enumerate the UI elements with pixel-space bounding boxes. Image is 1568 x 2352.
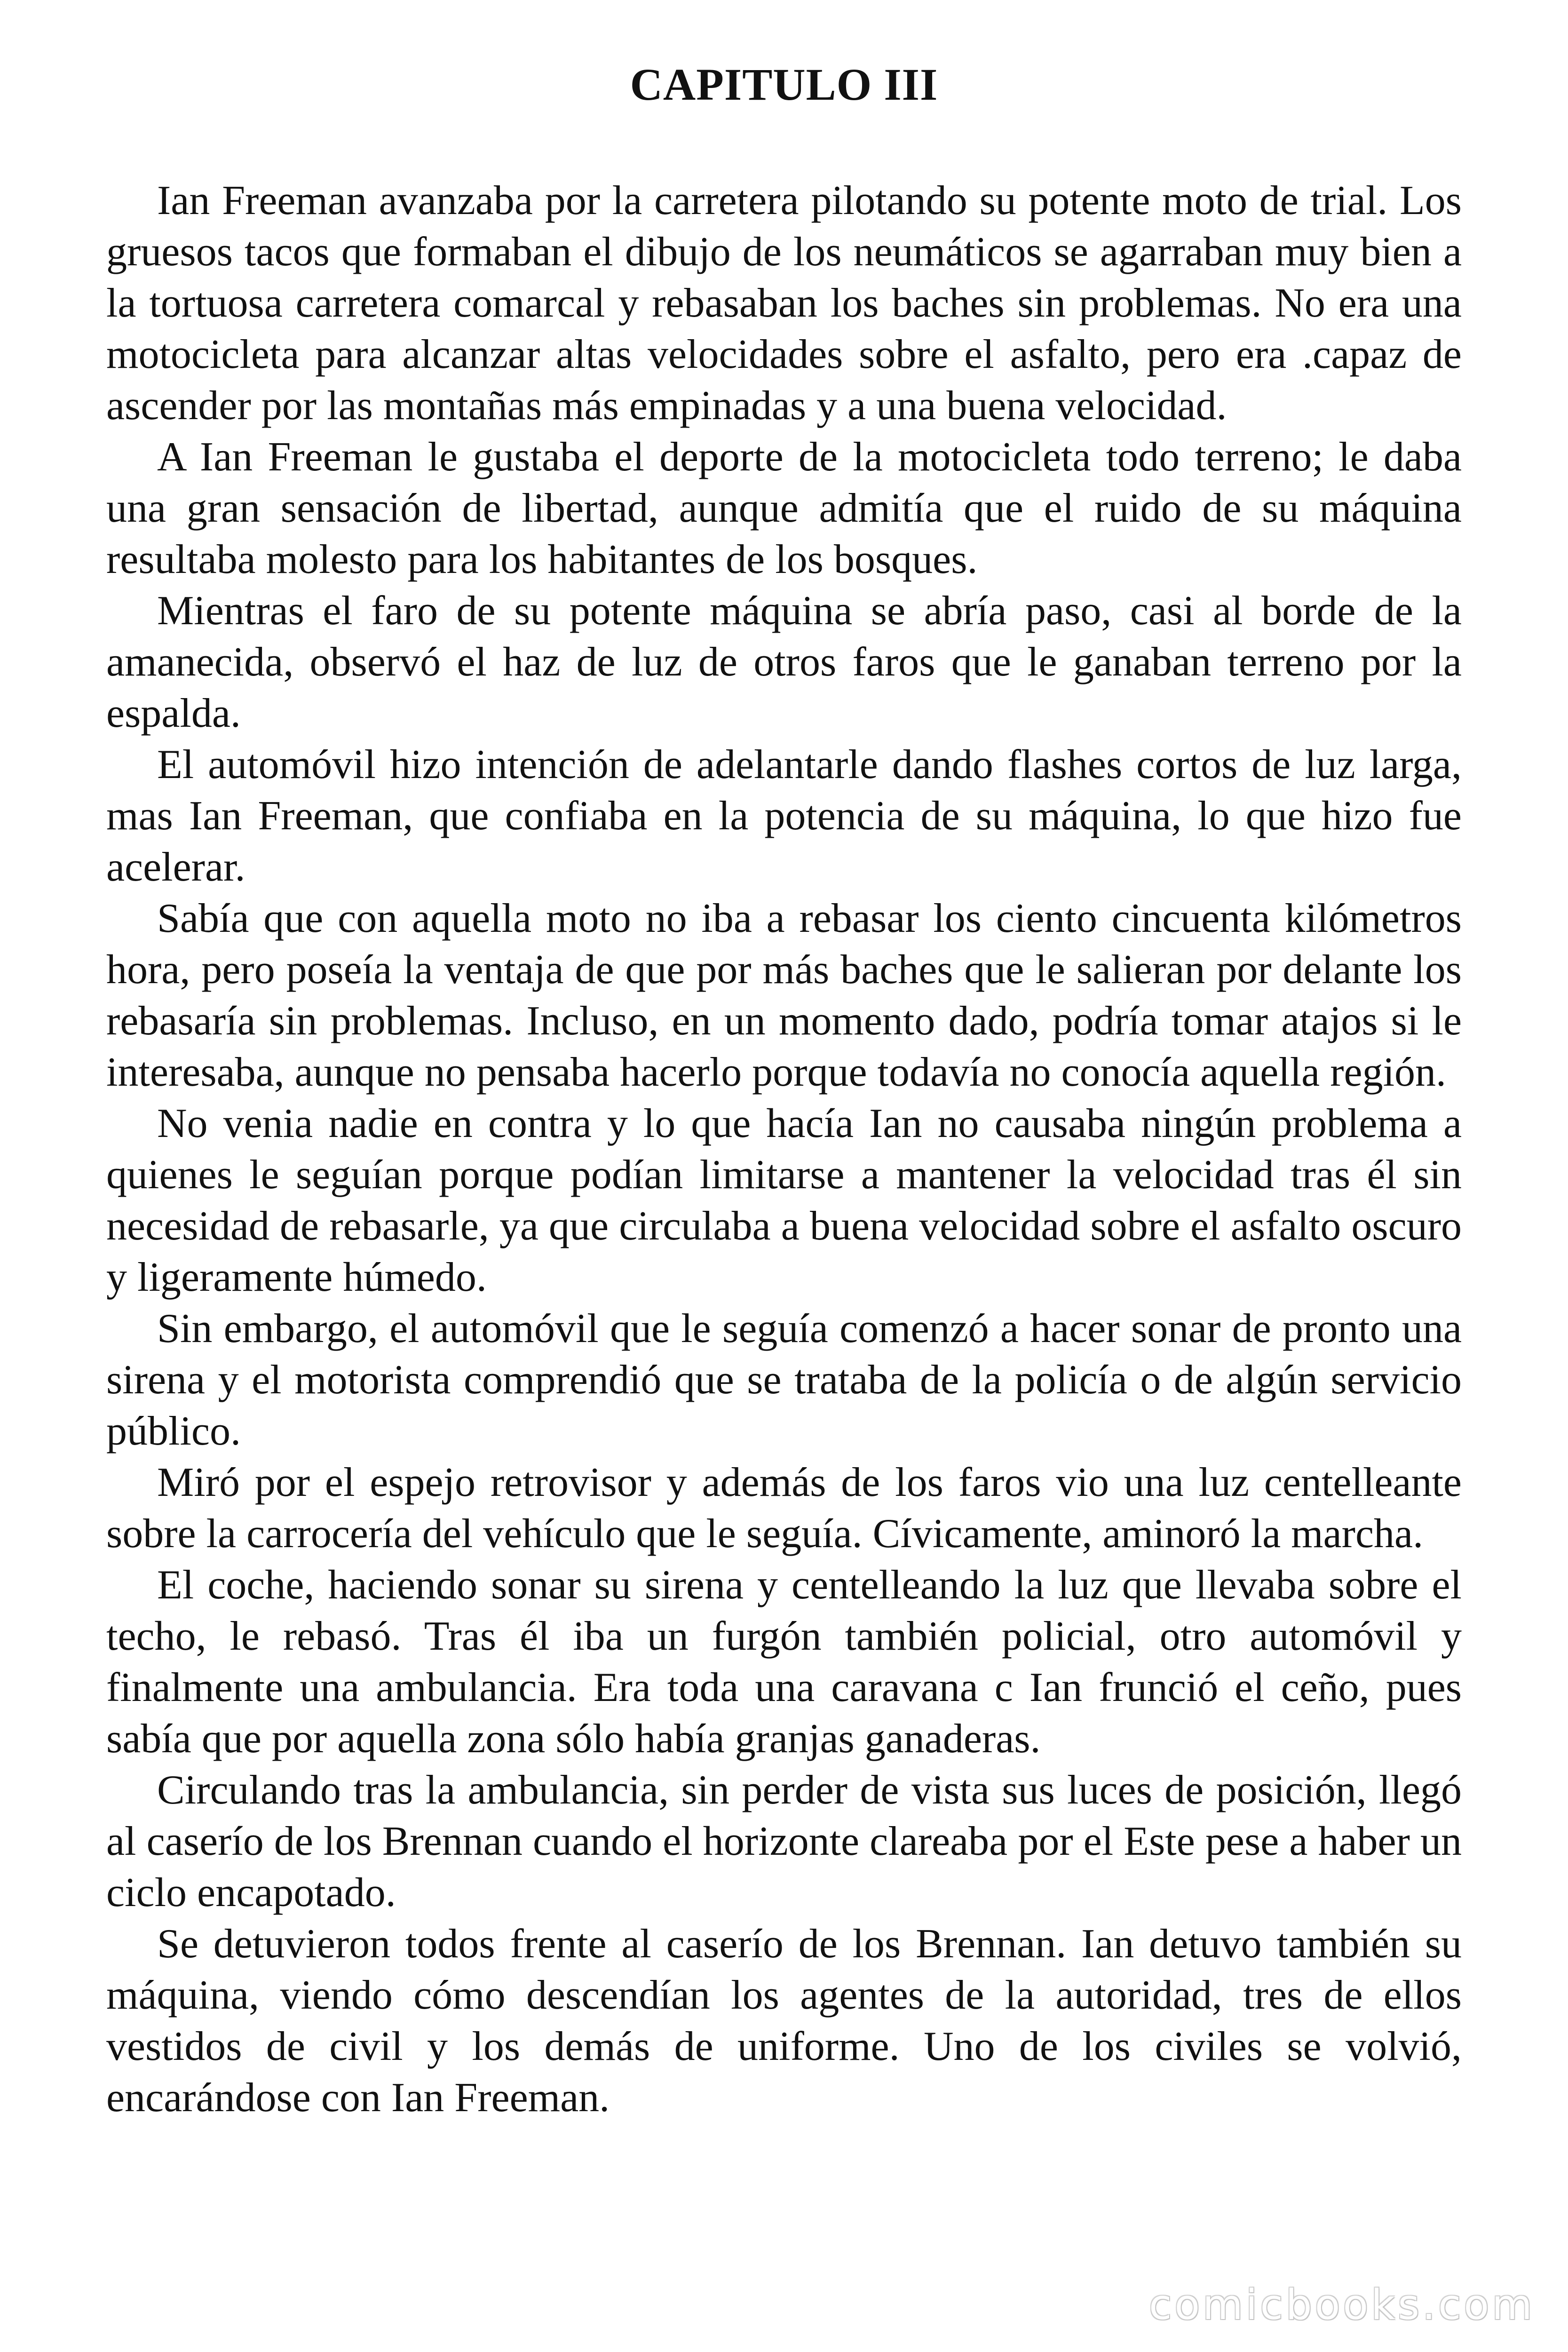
chapter-title: CAPITULO III (630, 59, 938, 110)
paragraph: Circulando tras la ambulancia, sin perder de vista sus luces de posición, llegó al caserío de los Brennan cuando el horizonte clareaba por el Este pese a haber un ciclo encapotado. (106, 1767, 1462, 1915)
paragraph: El coche, haciendo sonar su sirena y centelleando la luz que llevaba sobre el techo, le rebasó. Tras él iba un furgón también policial, otro automóvil y finalmente una ambulancia. Era toda una caravana c Ian frunció el ceño, pues sabía que por aquella zona sólo había granjas ganaderas. (106, 1562, 1462, 1762)
site-watermark: comicbooks.com (1148, 2280, 1535, 2329)
paragraph: El automóvil hizo intención de adelantarle dando flashes cortos de luz larga, mas Ian Freeman, que confiaba en la potencia de su máquina, lo que hizo fue acelerar. (106, 742, 1462, 890)
paragraph: Ian Freeman avanzaba por la carretera pilotando su potente moto de trial. Los gruesos tacos que formaban el dibujo de los neumáticos se agarraban muy bien a la tortuosa carretera comarcal y rebasaban los baches sin problemas. No era una motocicleta para alcanzar altas velocidades sobre el asfalto, pero era .capaz de ascender por las montañas más empinadas y a una buena velocidad. (106, 178, 1462, 429)
paragraph: Mientras el faro de su potente máquina se abría paso, casi al borde de la amanecida, observó el haz de luz de otros faros que le ganaban terreno por la espalda. (106, 588, 1462, 736)
paragraph: Se detuvieron todos frente al caserío de los Brennan. Ian detuvo también su máquina, viendo cómo descendían los agentes de la autoridad, tres de ellos vestidos de civil y los demás de uniforme. Uno de los civiles se volvió, encarándose con Ian Freeman. (106, 1921, 1462, 2121)
paragraph: Miró por el espejo retrovisor y además de los faros vio una luz centelleante sobre la carrocería del vehículo que le seguía. Cívicamente, aminoró la marcha. (106, 1460, 1462, 1557)
paragraph: Sin embargo, el automóvil que le seguía comenzó a hacer sonar de pronto una sirena y el motorista comprendió que se trataba de la policía o de algún servicio público. (106, 1306, 1462, 1454)
paragraph: No venia nadie en contra y lo que hacía Ian no causaba ningún problema a quienes le seguían porque podían limitarse a mantener la velocidad tras él sin necesidad de rebasarle, ya que circulaba a buena velocidad sobre el asfalto oscuro y ligeramente húmedo. (106, 1101, 1462, 1300)
paragraph: Sabía que con aquella moto no iba a rebasar los ciento cincuenta kilómetros hora, pero poseía la ventaja de que por más baches que le salieran por delante los rebasaría sin problemas. Incluso, en un momento dado, podría tomar atajos si le interesaba, aunque no pensaba hacerlo porque todavía no conocía aquella región. (106, 896, 1462, 1095)
chapter-body (106, 175, 1462, 2123)
paragraph: A Ian Freeman le gustaba el deporte de la motocicleta todo terreno; le daba una gran sensación de libertad, aunque admitía que el ruido de su máquina resultaba molesto para los habitantes de los bosques. (106, 434, 1462, 582)
